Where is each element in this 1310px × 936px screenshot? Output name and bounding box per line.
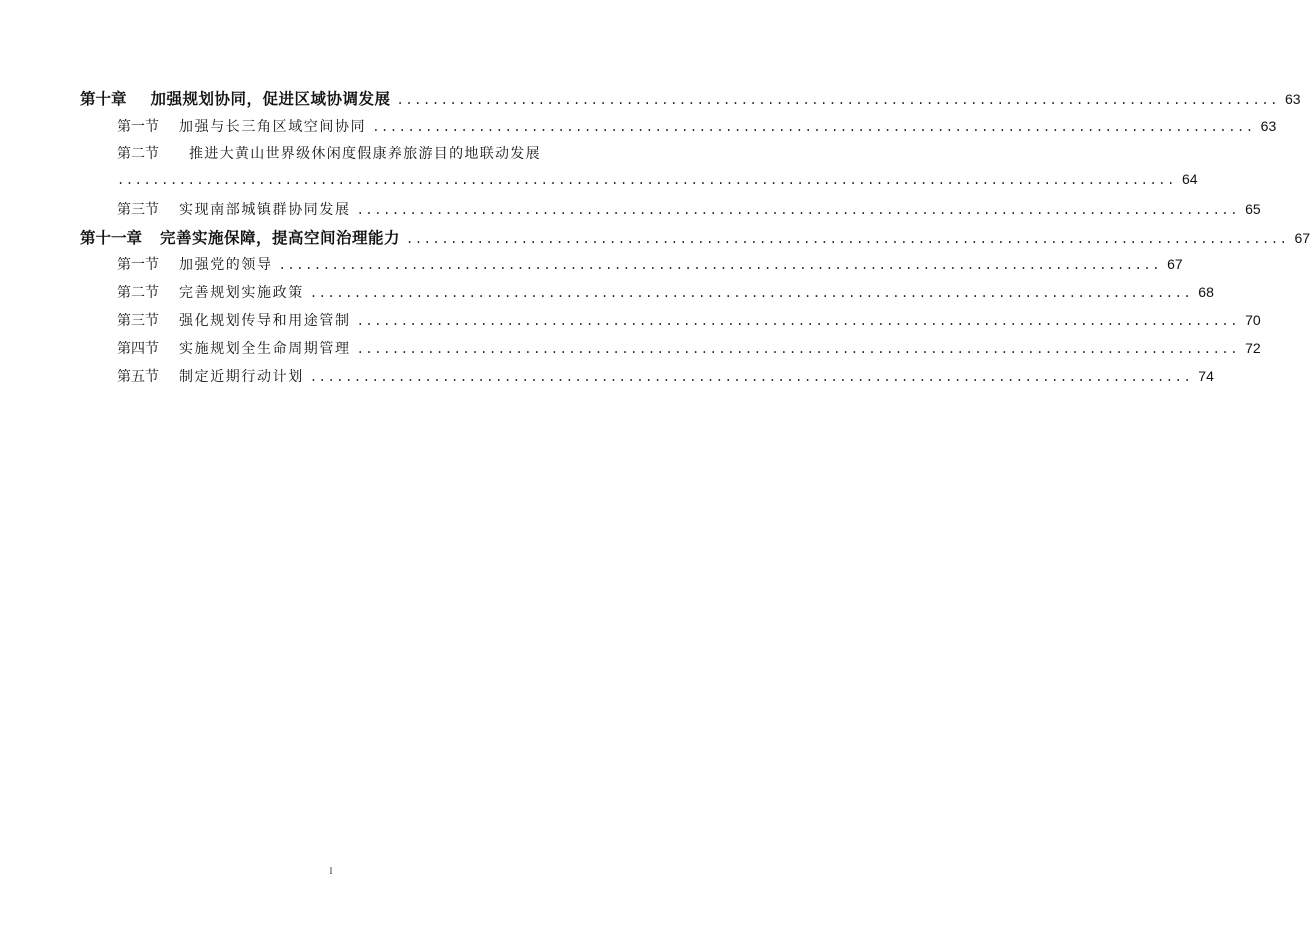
page-number: 74 <box>1198 368 1214 384</box>
toc-section-10-2[interactable] <box>117 143 582 163</box>
dot-leader: ........................................................................................................................ <box>117 173 1176 187</box>
page-number: 63 <box>1285 91 1301 107</box>
toc-section-10-3[interactable] <box>117 199 1261 219</box>
section-title: 实施规划全生命周期管理 <box>179 341 351 357</box>
section-title: 实现南部城镇群协同发展 <box>179 202 351 218</box>
section-number: 第一节 <box>117 257 159 273</box>
dot-leader: .................................................................................................... <box>356 342 1240 356</box>
dot-leader: .................................................................................................... <box>406 232 1289 246</box>
chapter-number: 第十一章 <box>80 229 143 247</box>
section-title: 加强党的领导 <box>179 257 273 273</box>
chapter-number: 第十章 <box>80 90 127 108</box>
dot-leader: .................................................................................................... <box>356 314 1240 328</box>
dot-leader: .................................................................................................... <box>372 120 1255 134</box>
chapter-title: 完善实施保障，提高空间治理能力 <box>160 229 401 247</box>
section-number: 第四节 <box>117 341 159 357</box>
toc-chapter-11[interactable] <box>80 226 1310 248</box>
toc-section-10-1[interactable] <box>117 116 1277 136</box>
section-number: 第二节 <box>117 285 159 301</box>
dot-leader: .................................................................................................... <box>356 203 1240 217</box>
section-number: 第二节 <box>117 146 159 162</box>
toc-section-11-1[interactable] <box>117 254 1183 274</box>
section-number: 第一节 <box>117 119 159 135</box>
section-title: 制定近期行动计划 <box>179 369 304 385</box>
section-title: 加强与长三角区域空间协同 <box>179 119 367 135</box>
page-number: 70 <box>1245 312 1261 328</box>
section-title: 完善规划实施政策 <box>179 285 304 301</box>
section-title: 强化规划传导和用途管制 <box>179 313 351 329</box>
dot-leader: .................................................................................................... <box>309 286 1193 300</box>
dot-leader: .................................................................................................... <box>309 370 1193 384</box>
page-number: 68 <box>1198 284 1214 300</box>
toc-section-11-2[interactable] <box>117 282 1214 302</box>
page-number: 67 <box>1294 230 1310 246</box>
page-number: 72 <box>1245 340 1261 356</box>
section-number: 第三节 <box>117 313 159 329</box>
dot-leader: .................................................................................................... <box>396 93 1279 107</box>
section-number: 第五节 <box>117 369 159 385</box>
page-number: 64 <box>1181 171 1198 187</box>
toc-chapter-10[interactable] <box>80 87 1301 109</box>
toc-section-10-2-continuation[interactable] <box>117 171 1198 191</box>
dot-leader: .................................................................................................... <box>278 258 1162 272</box>
page-footer-number: I <box>329 866 333 876</box>
section-number: 第三节 <box>117 202 159 218</box>
page-number: 65 <box>1245 201 1261 217</box>
toc-section-11-5[interactable] <box>117 366 1214 386</box>
toc-section-11-4[interactable] <box>117 338 1261 358</box>
toc-section-11-3[interactable] <box>117 310 1261 330</box>
page-number: 63 <box>1260 118 1277 134</box>
page-number: 67 <box>1167 256 1183 272</box>
section-title: 推进大黄山世界级休闲度假康养旅游目的地联动发展 <box>189 146 541 162</box>
chapter-title: 加强规划协同，促进区域协调发展 <box>150 90 391 108</box>
